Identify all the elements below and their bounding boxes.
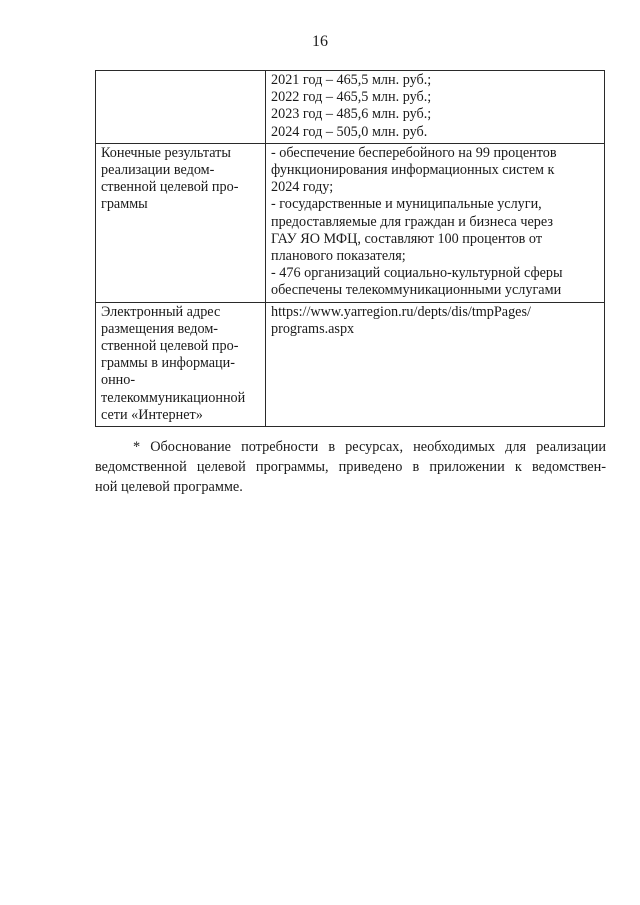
results-value-cell [266,143,605,302]
table-row-web-address [96,302,605,426]
funding-year-2021: 2021 год – 465,5 млн. руб.; [271,72,432,88]
web-address-label-line: ственной целевой про- [101,338,239,355]
results-label-line: ственной целевой про- [101,179,239,196]
results-label-line: Конечные результаты [101,144,231,161]
program-url-line[interactable]: programs.aspx [271,320,355,337]
page-number: 16 [312,33,328,50]
funding-year-2024: 2024 год – 505,0 млн. руб. [271,123,428,140]
funding-label-cell [96,71,266,144]
web-address-label-line: онно- [101,372,136,389]
web-address-label-line: граммы в информаци- [101,355,235,372]
table-row-results [96,143,605,302]
footnote-line: ной целевой программе. [95,479,243,495]
results-value-line: - государственные и муниципальные услуги, [271,196,542,213]
results-label-line: граммы [101,196,148,213]
program-url-line[interactable]: https://www.yarregion.ru/depts/dis/tmpPages/ [271,303,531,320]
web-address-label-line: размещения ведом- [101,320,219,337]
results-value-line: 2024 году; [271,179,334,196]
web-address-label-line: Электронный адрес [101,303,221,320]
results-value-line: - обеспечение бесперебойного на 99 процентов [271,144,557,161]
funding-value-cell [266,71,605,144]
funding-year-2022: 2022 год – 465,5 млн. руб.; [271,89,432,106]
table-row-funding [96,71,605,144]
web-address-label-line: сети «Интернет» [101,406,203,423]
results-value-line: обеспечены телекоммуникационными услугами [271,282,562,299]
funding-year-2023: 2023 год – 485,6 млн. руб.; [271,106,432,123]
web-address-value-cell [266,302,605,426]
web-address-label-cell [96,302,266,426]
web-address-label-line: телекоммуникационной [101,389,246,406]
results-value-line: планового показателя; [271,248,406,265]
results-value-line: - 476 организаций социально-культурной сферы [271,265,563,282]
footnote-line: * Обоснование потребности в ресурсах, необходимых для реализации [133,439,606,455]
results-value-line: предоставляемые для граждан и бизнеса через [271,213,553,230]
program-passport-table [95,70,605,427]
footnote [95,437,606,497]
footnote-line: ведомственной целевой программы, приведено в приложении к ведомствен- [95,459,606,475]
results-label-cell [96,143,266,302]
results-value-line: ГАУ ЯО МФЦ, составляют 100 процентов от [271,230,543,247]
results-label-line: реализации ведом- [101,162,215,179]
results-value-line: функционирования информационных систем к [271,162,555,179]
